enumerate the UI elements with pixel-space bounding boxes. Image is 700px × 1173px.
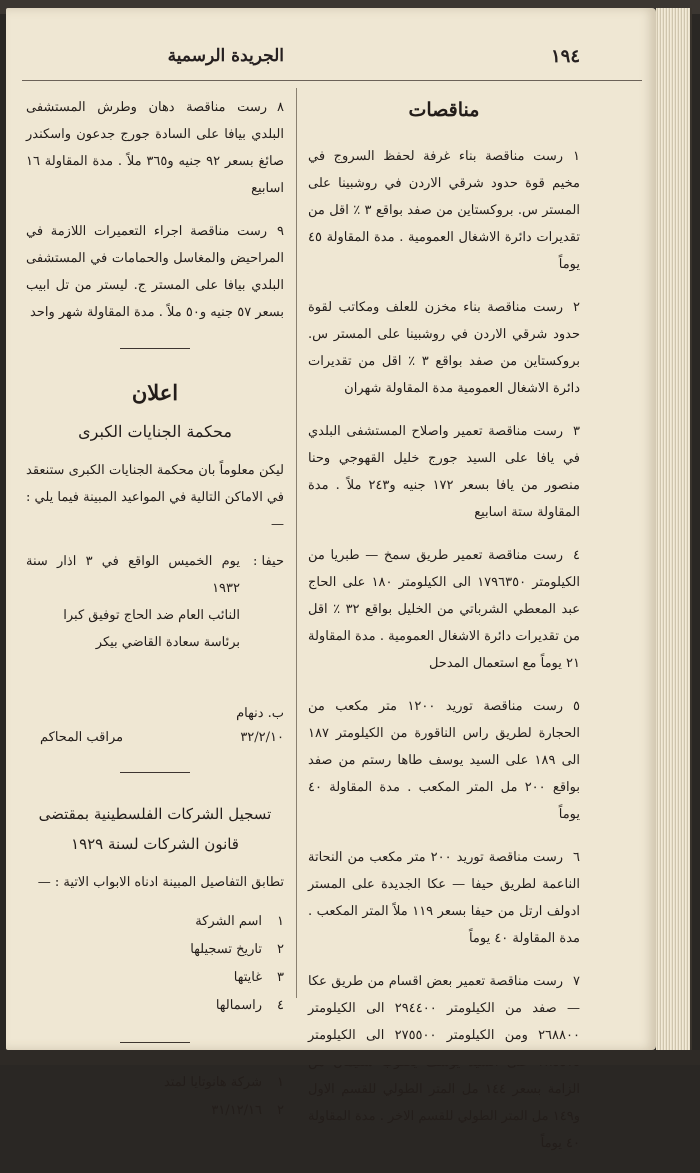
gazette-page: [6, 8, 656, 1151]
registration-field: [26, 908, 284, 936]
announcement-heading: اعلان: [131, 380, 179, 405]
registration-intro: تطابق التفاصيل المبينة ادناه الابواب الاتية : —: [37, 875, 284, 890]
item-number: ٣: [573, 424, 580, 439]
item-number: ٧: [573, 974, 580, 989]
tender-item: [26, 218, 284, 326]
item-text: رست مناقصة بناء غرفة لحفظ السروج في مخيم قوة حدود شرقي الاردن في روشبينا على المستر س. بروكستاين من صفد بواقع ٣ ٪ اقل من تقديرات دائرة الاشغال العمومية . مدة المقاولة ٤٥ يوماً: [308, 149, 580, 272]
field-label: اسم الشركة: [195, 914, 262, 929]
item-text: رست مناقصة توريد ١٢٠٠ متر مكعب من الحجارة لطريق راس الناقورة من الكيلومتر ١٨٧ الى ١٨٩ على السيد يوسف طاها رستم من صفد بواقع ٢٠٠ مل المتر المكعب . مدة المقاولة ٤٠ يوماً: [308, 699, 580, 822]
signer-title: مراقب المحاكم: [40, 730, 124, 745]
court-name: محكمة الجنايات الكبرى: [78, 422, 232, 441]
hearing-city: حيفا :: [252, 554, 284, 569]
registration-entry: [26, 1069, 284, 1097]
hearing-schedule: [26, 548, 284, 656]
field-number: ٤: [277, 998, 284, 1013]
registration-title: تسجيل الشركات الفلسطينية بمقتضى قانون الشركات لسنة ١٩٢٩: [38, 805, 272, 853]
signer-name: ب. دنهام: [236, 706, 284, 721]
item-text: رست مناقصة دهان وطرش المستشفى البلدي بيافا على السادة جورج جدعون واسكندر صائغ بسعر ٩٢ جنيه و٣٦٥ ملاً . مدة المقاولة ١٦ اسابيع: [26, 100, 284, 196]
field-label: تاريخ تسجيلها: [190, 942, 262, 957]
entry-number: ١: [277, 1075, 284, 1090]
entry-number: ٢: [277, 1103, 284, 1118]
item-text: رست مناقصة اجراء التعميرات اللازمة في المراحيض والمغاسل والحمامات في المستشفى البلدي بيافا على المستر ج. ليستر من تل ابيب بسعر ٥٧ جنيه و٥٠ ملاً . مدة المقاولة شهر واحد: [26, 224, 284, 320]
tender-item: [26, 94, 284, 202]
field-number: ٢: [277, 942, 284, 957]
registration-entry: [26, 1097, 284, 1125]
tender-item: [308, 542, 580, 677]
item-number: ٢: [573, 300, 580, 315]
hearing-line: النائب العام ضد الحاج توفيق كبرا: [63, 608, 240, 623]
entry-text: شركة هانوتايا لمتد: [163, 1075, 262, 1090]
tender-item: [308, 844, 580, 952]
item-text: رست مناقصة تعمير واصلاح المستشفى البلدي في يافا على السيد جورج خليل القهوجي وحنا منصور من يافا بسعر ١٧٢ جنيه و٢٤٣ ملاً . مدة المقاولة ستة اسابيع: [308, 424, 580, 520]
item-number: ٦: [573, 850, 580, 865]
signer-date: ٣٢/٢/١٠: [240, 730, 284, 745]
field-number: ١: [277, 914, 284, 929]
section-separator: [120, 772, 190, 773]
item-text: رست مناقصة تعمير طريق سمخ — طبريا من الكيلومتر ١٧٩٦٣٥٠ الى الكيلومتر ١٨٠ على الحاج عبد المعطي الشرباتي من الخليل بواقع ٣٢ ٪ اقل من تقديرات دائرة الاشغال العمومية . مدة المقاولة ٢١ يوماً مع استعمال المدحل: [308, 548, 581, 671]
page-stack-edge: [656, 8, 692, 1050]
page-number: ١٩٤: [550, 46, 580, 67]
field-label: راسمالها: [215, 998, 262, 1013]
column-divider: [296, 88, 297, 998]
item-number: ١: [573, 149, 580, 164]
item-number: ٩: [277, 224, 284, 239]
item-number: ٤: [573, 548, 580, 563]
header-rule: [22, 80, 642, 81]
registration-field: [26, 964, 284, 992]
entry-text: ٣١/١٢/١٦: [211, 1103, 262, 1118]
item-text: رست مناقصة توريد ٢٠٠ متر مكعب من النحاتة الناعمة لطريق حيفا — عكا الجديدة على المستر ادولف ارتل من حيفا بسعر ١١٩ ملاً المتر المكعب . مدة المقاولة ٤٠ يوماً: [308, 850, 580, 946]
hearing-line: برئاسة سعادة القاضي بيكر: [95, 635, 240, 650]
announcement-intro: ليكن معلوماً بان محكمة الجنايات الكبرى ستنعقد في الاماكن التالية في المواعيد المبينة فيما يلي : —: [25, 463, 284, 532]
tenders-heading: مناقصات: [408, 99, 480, 121]
item-text: رست مناقصة تعمير بعض اقسام من طريق عكا — صفد من الكيلومتر ٢٩٤٤٠٠ الى الكيلومتر ٢٦٨٨٠٠ ومن الكيلومتر ٢٧٥٥٠٠ الى الكيلومتر الزامة بسعر ١٤٤ مل المتر الطولي للقسم الاول و١٤٩ مل المتر الطولي للقسم الاخر . مدة المقاولة ٤٠ يوماً: [308, 974, 580, 1151]
tender-item: [308, 143, 580, 278]
signature-block: [26, 702, 284, 750]
book-edge-bottom: [0, 1050, 700, 1065]
item-text: رست مناقصة بناء مخزن للعلف ومكاتب لقوة حدود شرقي الاردن في روشبينا على المستر س. بروكستاين من صفد بواقع ٣ ٪ اقل من تقديرات دائرة الاشغال العمومية مدة المقاولة شهران: [308, 300, 580, 396]
section-separator: [120, 348, 190, 349]
tender-item: [308, 294, 580, 402]
tender-item: [308, 418, 580, 526]
section-separator: [120, 1042, 190, 1043]
field-number: ٣: [277, 970, 284, 985]
field-label: غايتها: [233, 970, 262, 985]
registration-field: [26, 992, 284, 1020]
page-header: [6, 36, 656, 76]
announcements-column: [26, 94, 284, 1125]
item-number: ٥: [573, 699, 580, 714]
tenders-column: [308, 93, 580, 1173]
gazette-title: الجريدة الرسمية: [167, 46, 284, 66]
registration-field: [26, 936, 284, 964]
tender-item: [308, 693, 580, 828]
hearing-line: يوم الخميس الواقع في ٣ اذار سنة ١٩٣٢: [26, 554, 240, 596]
item-number: ٨: [277, 100, 284, 115]
